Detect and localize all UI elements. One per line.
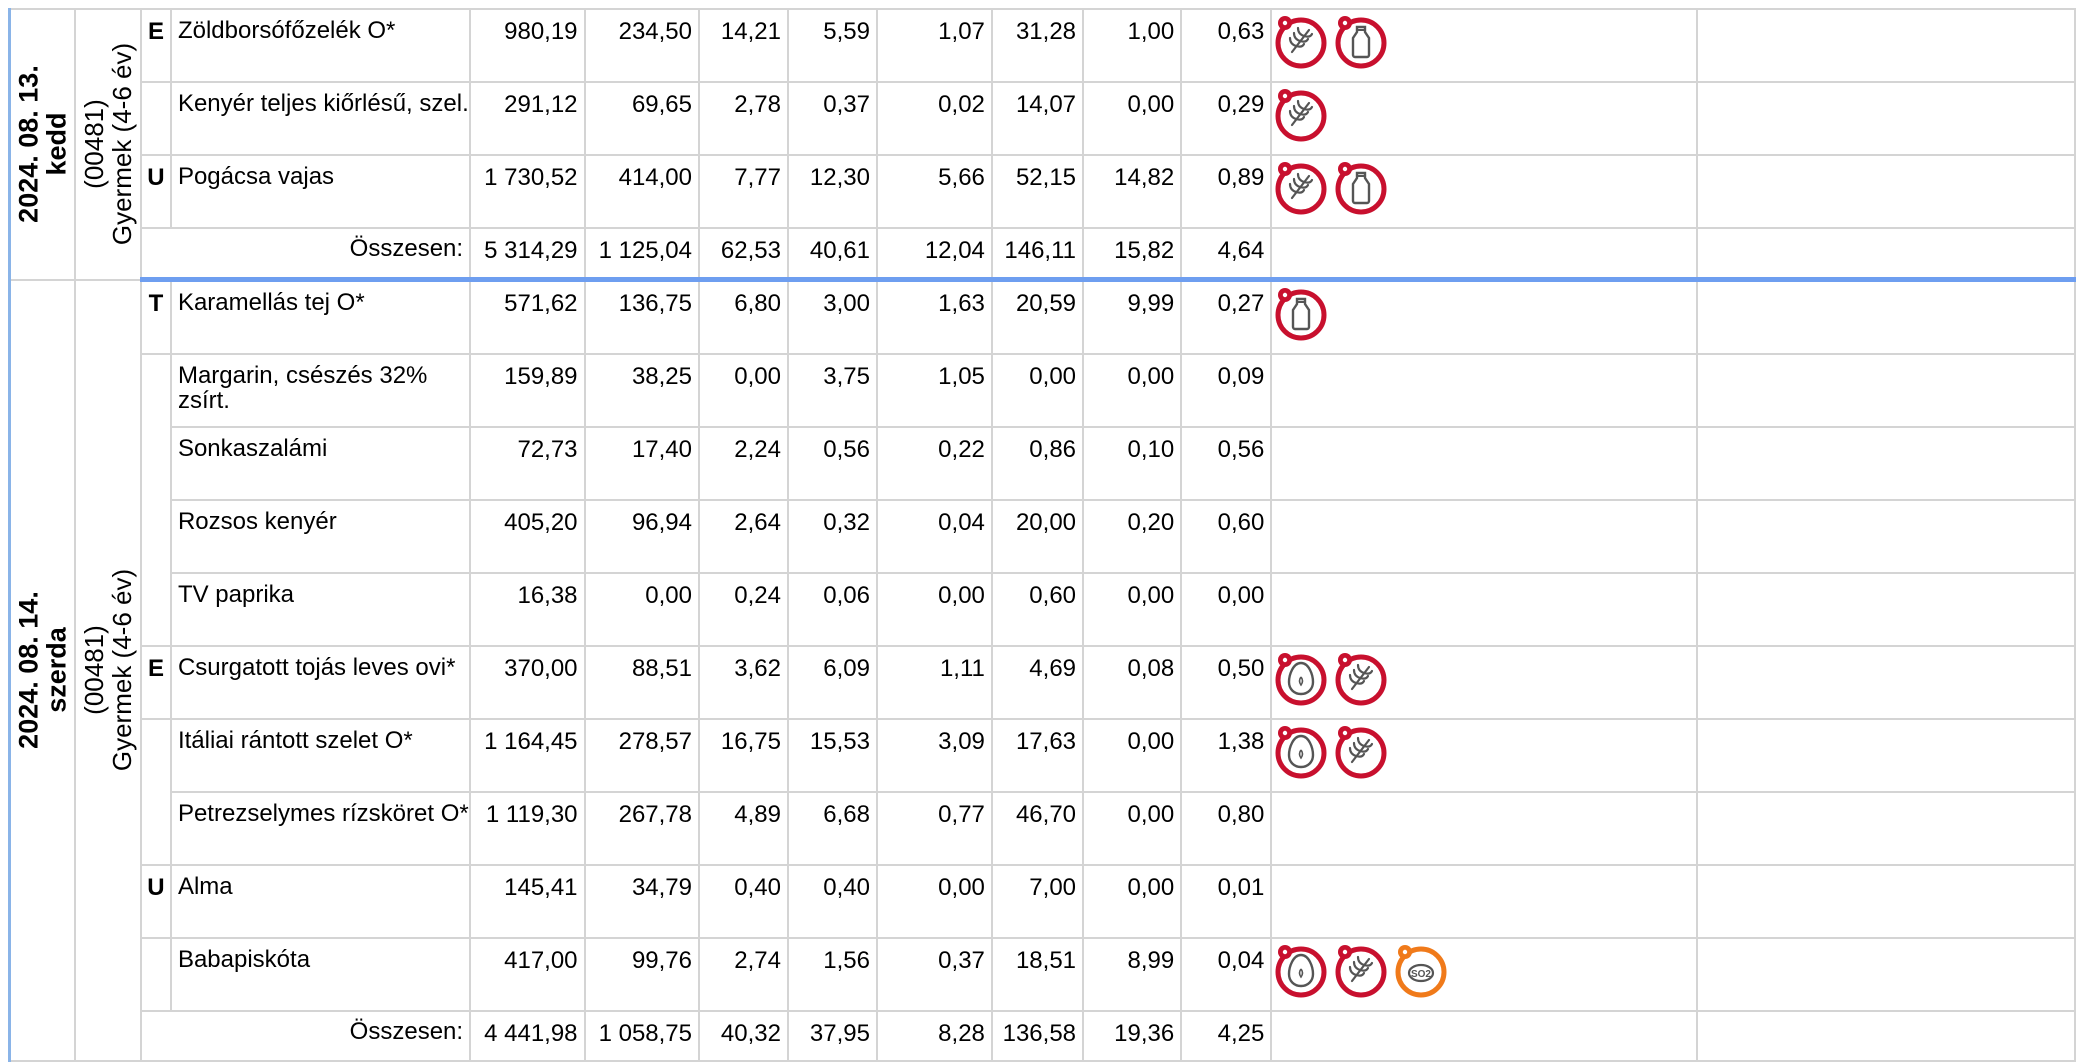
nutrient-value: 20,59 (992, 280, 1083, 355)
food-name: TV paprika (171, 573, 470, 646)
total-value: 146,11 (992, 228, 1083, 280)
nutrient-value: 0,04 (1181, 938, 1271, 1011)
nutrient-value: 2,64 (699, 500, 788, 573)
weekday-label: kedd (41, 112, 72, 176)
nutrient-value: 0,00 (877, 573, 992, 646)
total-value: 37,95 (788, 1011, 877, 1061)
empty-cell (1697, 155, 2075, 228)
nutrient-value: 4,89 (699, 792, 788, 865)
egg-icon (1272, 649, 1330, 707)
group-cell (75, 280, 141, 1062)
total-value: 40,61 (788, 228, 877, 280)
nutrient-value: 12,30 (788, 155, 877, 228)
nutrient-value: 1,00 (1083, 9, 1181, 82)
allergen-icons (1271, 573, 1697, 646)
food-row (10, 792, 2076, 865)
food-name: Pogácsa vajas (171, 155, 470, 228)
nutrient-value: 16,75 (699, 719, 788, 792)
nutrient-value: 0,32 (788, 500, 877, 573)
total-value: 136,58 (992, 1011, 1083, 1061)
nutrient-value: 0,77 (877, 792, 992, 865)
nutrient-value: 0,24 (699, 573, 788, 646)
allergen-icons (1271, 9, 1697, 82)
food-row (10, 9, 2076, 82)
nutrient-value: 0,60 (1181, 500, 1271, 573)
nutrient-value: 0,00 (1083, 354, 1181, 427)
nutrient-value: 145,41 (470, 865, 584, 938)
nutrient-value: 99,76 (585, 938, 699, 1011)
empty-cell (1697, 938, 2075, 1011)
weekday-label: szerda (41, 627, 72, 714)
nutrient-value: 414,00 (585, 155, 699, 228)
nutrient-value: 2,24 (699, 427, 788, 500)
food-row (10, 82, 2076, 155)
nutrient-value: 15,53 (788, 719, 877, 792)
nutrient-value: 46,70 (992, 792, 1083, 865)
group-code: (00481) (79, 625, 110, 716)
food-name: Kenyér teljes kiőrlésű, szel. (171, 82, 470, 155)
nutrient-value: 0,89 (1181, 155, 1271, 228)
food-row (10, 280, 2076, 355)
nutrient-value: 7,77 (699, 155, 788, 228)
empty-cell (1697, 573, 2075, 646)
food-row (10, 719, 2076, 792)
total-value: 1 058,75 (585, 1011, 699, 1061)
nutrient-value: 136,75 (585, 280, 699, 355)
nutrient-value: 1,38 (1181, 719, 1271, 792)
meal-code: U (141, 155, 171, 228)
meal-code (141, 938, 171, 1011)
food-name: Csurgatott tojás leves ovi* (171, 646, 470, 719)
milk-icon (1332, 158, 1390, 216)
gluten-icon (1332, 722, 1390, 780)
nutrient-value: 0,00 (585, 573, 699, 646)
nutrient-value: 0,00 (1083, 792, 1181, 865)
empty-cell (1697, 82, 2075, 155)
nutrient-value: 14,21 (699, 9, 788, 82)
nutrient-value: 14,07 (992, 82, 1083, 155)
nutrient-value: 14,82 (1083, 155, 1181, 228)
allergen-icons (1271, 354, 1697, 427)
food-row (10, 573, 2076, 646)
nutrient-value: 0,00 (1083, 82, 1181, 155)
meal-code (141, 573, 171, 646)
empty-cell (1697, 500, 2075, 573)
group-cell (75, 9, 141, 280)
food-name: Margarin, csészés 32% zsírt. (171, 354, 470, 427)
gluten-icon (1272, 158, 1330, 216)
nutrient-value: 6,09 (788, 646, 877, 719)
nutrient-value: 17,63 (992, 719, 1083, 792)
nutrient-value: 1,56 (788, 938, 877, 1011)
nutrient-value: 1 119,30 (470, 792, 584, 865)
date-cell (10, 280, 76, 1062)
nutrient-value: 1,07 (877, 9, 992, 82)
nutrient-value: 0,56 (1181, 427, 1271, 500)
nutrient-value: 405,20 (470, 500, 584, 573)
total-value: 4,64 (1181, 228, 1271, 280)
nutrient-value: 1 730,52 (470, 155, 584, 228)
nutrient-value: 0,01 (1181, 865, 1271, 938)
allergen-icons (1271, 646, 1697, 719)
nutrient-value: 52,15 (992, 155, 1083, 228)
food-row (10, 938, 2076, 1011)
nutrient-value: 0,00 (992, 354, 1083, 427)
meal-code (141, 500, 171, 573)
date-cell (10, 9, 76, 280)
total-value: 15,82 (1083, 228, 1181, 280)
gluten-icon (1272, 12, 1330, 70)
total-value: 8,28 (877, 1011, 992, 1061)
meal-code (141, 354, 171, 427)
nutrient-value: 69,65 (585, 82, 699, 155)
nutrient-value: 0,04 (877, 500, 992, 573)
empty-cell (1271, 1011, 1697, 1061)
nutrient-value: 2,78 (699, 82, 788, 155)
sulfite-icon (1392, 941, 1450, 999)
allergen-icons (1271, 500, 1697, 573)
meal-code (141, 719, 171, 792)
milk-icon (1332, 12, 1390, 70)
nutrient-value: 291,12 (470, 82, 584, 155)
nutrient-value: 267,78 (585, 792, 699, 865)
meal-code (141, 82, 171, 155)
nutrient-value: 1 164,45 (470, 719, 584, 792)
total-value: 40,32 (699, 1011, 788, 1061)
meal-code: E (141, 9, 171, 82)
nutrient-value: 1,05 (877, 354, 992, 427)
nutrient-value: 7,00 (992, 865, 1083, 938)
nutrient-value: 72,73 (470, 427, 584, 500)
nutrient-value: 0,37 (788, 82, 877, 155)
food-name: Karamellás tej O* (171, 280, 470, 355)
nutrient-value: 38,25 (585, 354, 699, 427)
empty-cell (1697, 9, 2075, 82)
food-row (10, 427, 2076, 500)
gluten-icon (1332, 941, 1390, 999)
nutrient-value: 8,99 (1083, 938, 1181, 1011)
total-row (10, 228, 2076, 280)
nutrient-value: 0,27 (1181, 280, 1271, 355)
empty-cell (1697, 1011, 2075, 1061)
empty-cell (1697, 865, 2075, 938)
nutrient-value: 6,68 (788, 792, 877, 865)
nutrient-value: 571,62 (470, 280, 584, 355)
nutrient-value: 4,69 (992, 646, 1083, 719)
food-name: Alma (171, 865, 470, 938)
empty-cell (1697, 646, 2075, 719)
nutrient-value: 9,99 (1083, 280, 1181, 355)
group-code: (00481) (79, 99, 110, 190)
allergen-icons (1271, 792, 1697, 865)
nutrient-value: 0,20 (1083, 500, 1181, 573)
gluten-icon (1272, 85, 1330, 143)
allergen-icons (1271, 155, 1697, 228)
nutrient-value: 0,00 (1083, 573, 1181, 646)
nutrient-value: 0,22 (877, 427, 992, 500)
meal-code: U (141, 865, 171, 938)
nutrient-value: 0,29 (1181, 82, 1271, 155)
total-value: 12,04 (877, 228, 992, 280)
nutrient-value: 0,08 (1083, 646, 1181, 719)
meal-code (141, 427, 171, 500)
menu-nutrition-table (8, 8, 2076, 1062)
nutrient-value: 0,09 (1181, 354, 1271, 427)
nutrient-value: 0,50 (1181, 646, 1271, 719)
nutrient-value: 417,00 (470, 938, 584, 1011)
nutrient-value: 0,00 (877, 865, 992, 938)
nutrient-value: 159,89 (470, 354, 584, 427)
allergen-icons (1271, 82, 1697, 155)
group-name: Gyermek (4-6 év) (107, 43, 138, 246)
allergen-icons (1271, 427, 1697, 500)
date-label: 2024. 08. 14. (13, 591, 44, 750)
allergen-icons (1271, 938, 1697, 1011)
nutrient-value: 16,38 (470, 573, 584, 646)
allergen-icons (1271, 280, 1697, 355)
food-row (10, 500, 2076, 573)
gluten-icon (1332, 649, 1390, 707)
empty-cell (1697, 280, 2075, 355)
egg-icon (1272, 722, 1330, 780)
egg-icon (1272, 941, 1330, 999)
nutrient-value: 0,40 (699, 865, 788, 938)
nutrient-value: 0,00 (699, 354, 788, 427)
nutrient-value: 0,02 (877, 82, 992, 155)
empty-cell (1697, 427, 2075, 500)
nutrient-value: 1,63 (877, 280, 992, 355)
nutrient-value: 0,10 (1083, 427, 1181, 500)
nutrient-value: 2,74 (699, 938, 788, 1011)
nutrient-value: 0,37 (877, 938, 992, 1011)
food-name: Sonkaszalámi (171, 427, 470, 500)
total-row (10, 1011, 2076, 1061)
nutrient-value: 234,50 (585, 9, 699, 82)
nutrient-value: 0,56 (788, 427, 877, 500)
nutrient-value: 96,94 (585, 500, 699, 573)
meal-code: E (141, 646, 171, 719)
nutrient-value: 3,75 (788, 354, 877, 427)
total-label: Összesen: (141, 1011, 470, 1061)
allergen-icons (1271, 719, 1697, 792)
nutrient-value: 3,00 (788, 280, 877, 355)
nutrient-value: 88,51 (585, 646, 699, 719)
food-name: Zöldborsófőzelék O* (171, 9, 470, 82)
milk-icon (1272, 284, 1330, 342)
meal-code: T (141, 280, 171, 355)
nutrient-value: 0,40 (788, 865, 877, 938)
nutrient-value: 0,00 (1083, 865, 1181, 938)
total-value: 19,36 (1083, 1011, 1181, 1061)
nutrient-value: 0,00 (1181, 573, 1271, 646)
total-value: 5 314,29 (470, 228, 584, 280)
nutrient-value: 31,28 (992, 9, 1083, 82)
nutrient-value: 5,59 (788, 9, 877, 82)
empty-cell (1271, 228, 1697, 280)
nutrient-value: 980,19 (470, 9, 584, 82)
empty-cell (1697, 354, 2075, 427)
food-row (10, 865, 2076, 938)
empty-cell (1697, 792, 2075, 865)
food-name: Rozsos kenyér (171, 500, 470, 573)
nutrient-value: 0,06 (788, 573, 877, 646)
nutrient-value: 0,86 (992, 427, 1083, 500)
nutrient-value: 18,51 (992, 938, 1083, 1011)
nutrient-value: 20,00 (992, 500, 1083, 573)
nutrient-value: 5,66 (877, 155, 992, 228)
total-value: 1 125,04 (585, 228, 699, 280)
nutrient-value: 3,09 (877, 719, 992, 792)
meal-code (141, 792, 171, 865)
nutrient-value: 278,57 (585, 719, 699, 792)
date-label: 2024. 08. 13. (13, 65, 44, 224)
total-value: 4,25 (1181, 1011, 1271, 1061)
total-label: Összesen: (141, 228, 470, 280)
food-row (10, 354, 2076, 427)
food-name: Petrezselymes rízsköret O* (171, 792, 470, 865)
total-value: 62,53 (699, 228, 788, 280)
group-name: Gyermek (4-6 év) (107, 569, 138, 772)
nutrient-value: 3,62 (699, 646, 788, 719)
svg-text:SO2: SO2 (1411, 969, 1432, 980)
nutrient-value: 370,00 (470, 646, 584, 719)
food-name: Itáliai rántott szelet O* (171, 719, 470, 792)
nutrient-value: 0,63 (1181, 9, 1271, 82)
empty-cell (1697, 719, 2075, 792)
food-row (10, 646, 2076, 719)
nutrient-value: 0,80 (1181, 792, 1271, 865)
nutrient-value: 6,80 (699, 280, 788, 355)
food-row (10, 155, 2076, 228)
nutrient-value: 0,00 (1083, 719, 1181, 792)
nutrient-value: 17,40 (585, 427, 699, 500)
nutrient-value: 1,11 (877, 646, 992, 719)
allergen-icons (1271, 865, 1697, 938)
nutrient-value: 0,60 (992, 573, 1083, 646)
empty-cell (1697, 228, 2075, 280)
food-name: Babapiskóta (171, 938, 470, 1011)
nutrient-value: 34,79 (585, 865, 699, 938)
total-value: 4 441,98 (470, 1011, 584, 1061)
